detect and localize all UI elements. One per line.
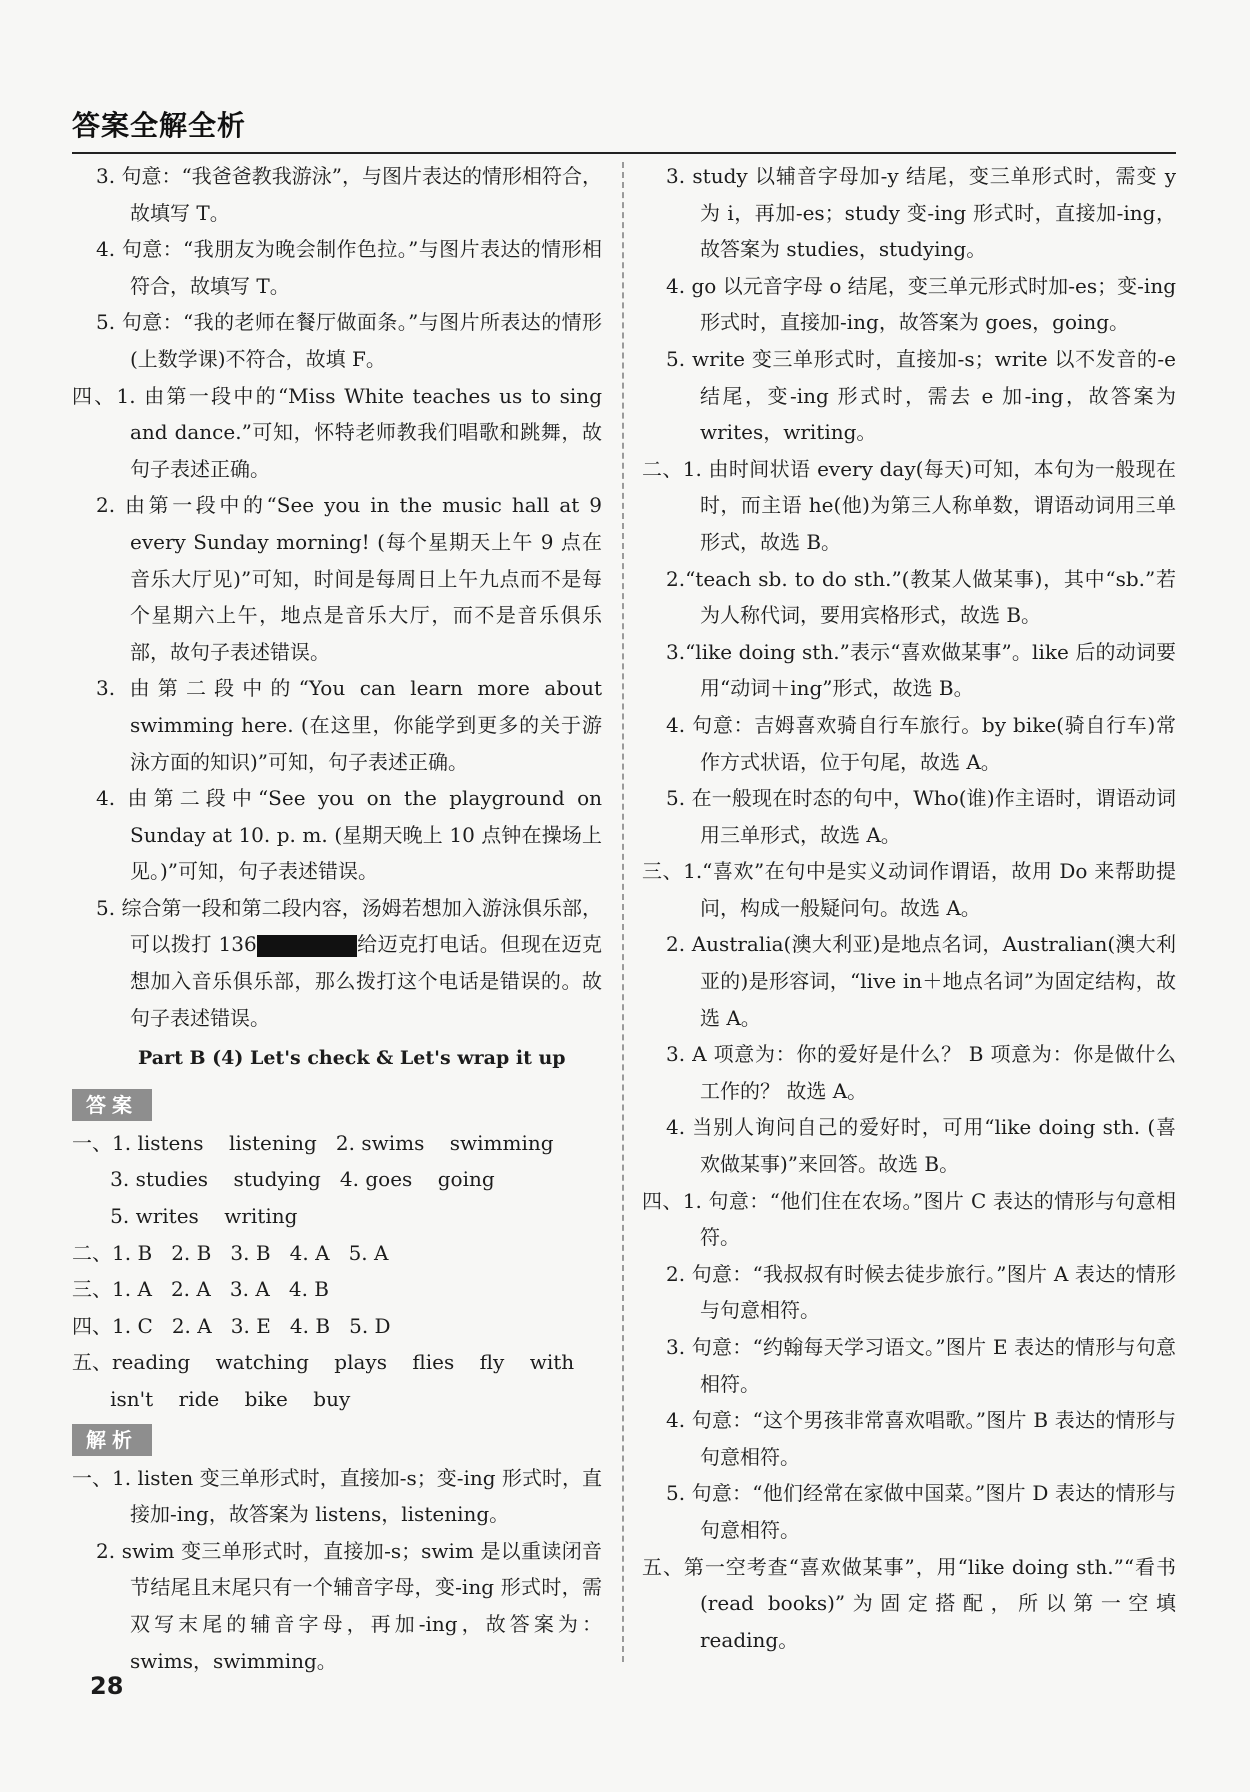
left-top-items — [72, 158, 602, 890]
answer-row: 三、1. A 2. A 3. A 4. B — [72, 1277, 330, 1302]
item5-text-before: 5. 综合第一段和第二段内容，汤姆若想加入游泳俱乐部，可以拨打 136 — [96, 895, 602, 957]
answer-row: 一、1. listens listening 2. swims swimming — [72, 1130, 554, 1155]
answer-row: 5. writes writing — [72, 1204, 298, 1229]
answer-tag: 答案 — [72, 1089, 152, 1121]
explanation-item: 二、1. 由时间状语 every day(每天)可知，本句为一般现在时，而主语 he(他)为第三人称单数，谓语动词用三单形式，故选 B。 — [642, 456, 1176, 554]
answers-list — [72, 1125, 602, 1418]
item5-text-after: 给迈克打电话。但现在迈克想加入音乐俱乐部，那么拨打这个电话是错误的。故句子表述错误。 — [130, 932, 603, 1030]
left-bottom-items — [72, 1460, 602, 1680]
answer-row: 二、1. B 2. B 3. B 4. A 5. A — [72, 1240, 389, 1265]
analysis-tag: 解析 — [72, 1424, 152, 1456]
part-title: Part B (4) Let's check & Let's wrap it up — [138, 1047, 566, 1070]
answer-row: 3. studies studying 4. goes going — [72, 1167, 495, 1192]
left-item-5 — [72, 890, 602, 1036]
explanation-item: 5. 在一般现在时态的句中，Who(谁)作主语时，谓语动词用三单形式，故选 A。 — [666, 786, 1176, 847]
right-column — [642, 158, 1176, 1658]
explanation-item: 2. Australia(澳大利亚)是地点名词，Australian(澳大利亚的)是形容词，“live in＋地点名词”为固定结构，故选 A。 — [666, 932, 1176, 1030]
explanation-item: 2. 句意：“我叔叔有时候去徒步旅行。”图片 A 表达的情形与句意相符。 — [666, 1261, 1176, 1323]
column-divider — [622, 162, 624, 1662]
explanation-item: 5. write 变三单形式时，直接加-s；write 以不发音的-e 结尾，变-ing 形式时，需去 e 加-ing，故答案为 writes，writing。 — [666, 346, 1176, 445]
explanation-item: 3. study 以辅音字母加-y 结尾，变三单形式时，需变 y 为 i，再加-es；study 变-ing 形式时，直接加-ing，故答案为 studies，studying。 — [666, 164, 1176, 262]
page-number: 28 — [90, 1672, 124, 1700]
explanation-item: 四、1. 由第一段中的“Miss White teaches us to sing and dance.”可知，怀特老师教我们唱歌和跳舞，故句子表述正确。 — [72, 383, 602, 481]
answer-row: isn't ride bike buy — [72, 1387, 351, 1411]
answer-row: 四、1. C 2. A 3. E 4. B 5. D — [72, 1313, 391, 1338]
explanation-item: 2. swim 变三单形式时，直接加-s；swim 是以重读闭音节结尾且末尾只有一个辅音字母，变-ing 形式时，需双写末尾的辅音字母，再加-ing，故答案为：swims，swimming。 — [96, 1538, 602, 1673]
explanation-item: 4. 句意：“这个男孩非常喜欢唱歌。”图片 B 表达的情形与句意相符。 — [666, 1408, 1176, 1469]
explanation-item: 5. 句意：“他们经常在家做中国菜。”图片 D 表达的情形与句意相符。 — [666, 1481, 1176, 1542]
right-items — [642, 158, 1176, 1658]
explanation-item: 五、第一空考查“喜欢做某事”，用“like doing sth.”“看书(read books)”为固定搭配，所以第一空填 reading。 — [642, 1554, 1176, 1652]
page-header-title: 答案全解全析 — [72, 109, 247, 142]
header-rule — [72, 152, 1176, 154]
explanation-item: 2. 由第一段中的“See you in the music hall at 9 every Sunday morning! (每个星期天上午 9 点在音乐大厅见)”可知，时间是每周日上午九点而不是每个星期六上午，地点是音乐大厅，而不是音乐俱乐部，故句子表述错误。 — [96, 493, 602, 664]
left-column — [72, 158, 602, 1679]
explanation-item: 3. 句意：“我爸爸教我游泳”，与图片表达的情形相符合，故填写 T。 — [96, 164, 602, 225]
explanation-item: 4. 句意：吉姆喜欢骑自行车旅行。by bike(骑自行车)常作方式状语，位于句尾，故选 A。 — [666, 712, 1176, 774]
explanation-item: 4. 当别人询问自己的爱好时，可用“like doing sth. (喜欢做某事)”来回答。故选 B。 — [666, 1115, 1176, 1177]
answer-row: 五、reading watching plays flies fly with — [72, 1350, 575, 1375]
explanation-item: 3. A 项意为：你的爱好是什么？ B 项意为：你是做什么工作的？ 故选 A。 — [666, 1042, 1176, 1103]
explanation-item: 三、1.“喜欢”在句中是实义动词作谓语，故用 Do 来帮助提问，构成一般疑问句。故选 A。 — [642, 859, 1176, 920]
explanation-item: 2.“teach sb. to do sth.”(教某人做某事)，其中“sb.”若为人称代词，要用宾格形式，故选 B。 — [666, 566, 1176, 628]
explanation-item: 4. 句意：“我朋友为晚会制作色拉。”与图片表达的情形相符合，故填写 T。 — [96, 237, 602, 298]
redacted-phone-number — [257, 935, 357, 957]
explanation-item: 四、1. 句意：“他们住在农场。”图片 C 表达的情形与句意相符。 — [642, 1188, 1176, 1250]
explanation-item: 3.“like doing sth.”表示“喜欢做某事”。like 后的动词要用“动词＋ing”形式，故选 B。 — [666, 639, 1176, 701]
explanation-item: 3. 句意：“约翰每天学习语文。”图片 E 表达的情形与句意相符。 — [666, 1335, 1176, 1396]
explanation-item: 3. 由第二段中的“You can learn more about swimming here. (在这里，你能学到更多的关于游泳方面的知识)”可知，句子表述正确。 — [96, 676, 602, 774]
explanation-item: 一、1. listen 变三单形式时，直接加-s；变-ing 形式时，直接加-ing，故答案为 listens，listening。 — [72, 1465, 602, 1527]
explanation-item: 4. 由第二段中“See you on the playground on Sunday at 10. p. m. (星期天晚上 10 点钟在操场上见。)”可知，句子表述错误。 — [96, 786, 602, 884]
explanation-item: 4. go 以元音字母 o 结尾，变三单元形式时加-es；变-ing 形式时，直接加-ing，故答案为 goes，going。 — [666, 273, 1176, 335]
explanation-item: 5. 句意：“我的老师在餐厅做面条。”与图片所表达的情形(上数学课)不符合，故填 F。 — [96, 310, 602, 371]
